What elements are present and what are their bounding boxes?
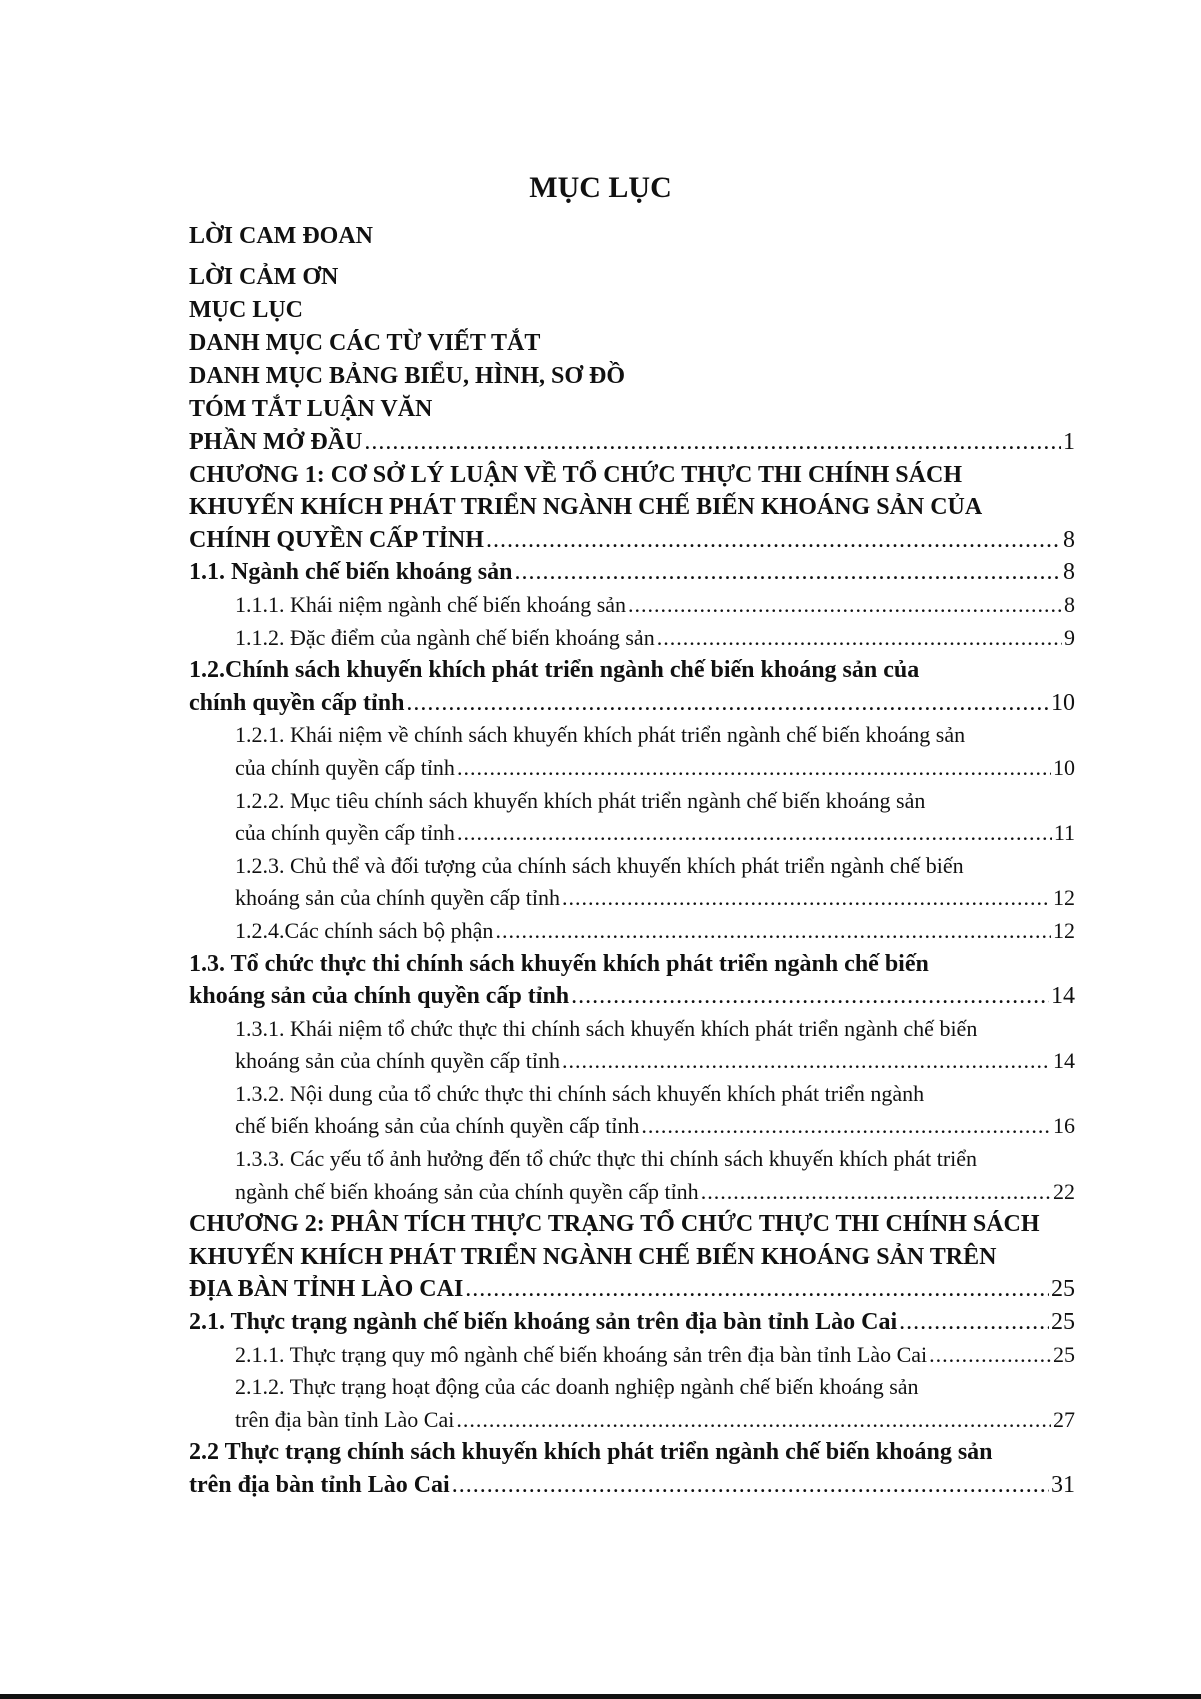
toc-entries	[189, 426, 1075, 1502]
toc-leader-dots	[457, 752, 1051, 785]
toc-leader-dots	[364, 426, 1061, 459]
toc-entry-line: 1.3.1. Khái niệm tổ chức thực thi chính sách khuyến khích phát triển ngành chế biến	[235, 1015, 978, 1041]
toc-entry-line: CHƯƠNG 1: CƠ SỞ LÝ LUẬN VỀ TỔ CHỨC THỰC THI CHÍNH SÁCH	[189, 461, 962, 488]
toc-entry-line: 1.2.3. Chủ thể và đối tượng của chính sách khuyến khích phát triển ngành chế biến	[235, 852, 964, 878]
toc-entry-line: 1.2.1. Khái niệm về chính sách khuyến khích phát triển ngành chế biến khoáng sản	[235, 722, 966, 748]
toc-leader-dots	[657, 622, 1062, 655]
toc-entry-last-line	[235, 1404, 1075, 1437]
toc-page-number: 8	[1063, 559, 1075, 586]
toc-leader-dots	[701, 1176, 1051, 1209]
toc-entry[interactable]	[189, 915, 1075, 948]
toc-entry-title: khoáng sản của chính quyền cấp tỉnh	[235, 885, 561, 911]
toc-leader-dots	[899, 1306, 1049, 1339]
table-of-contents	[189, 220, 1075, 1502]
toc-entry-title: khoáng sản của chính quyền cấp tỉnh	[235, 1048, 561, 1074]
toc-entry-title: ĐỊA BÀN TỈNH LÀO CAI	[189, 1276, 464, 1303]
toc-entry-last-line	[189, 980, 1075, 1013]
toc-entry-title: ngành chế biến khoáng sản của chính quyền cấp tỉnh	[235, 1178, 699, 1204]
toc-entry[interactable]	[189, 850, 1075, 915]
toc-leader-dots	[465, 1273, 1049, 1306]
toc-entry[interactable]	[189, 1078, 1075, 1143]
toc-entry[interactable]	[189, 622, 1075, 655]
toc-entry[interactable]	[189, 589, 1075, 622]
toc-entry-line: KHUYẾN KHÍCH PHÁT TRIỂN NGÀNH CHẾ BIẾN KHOÁNG SẢN TRÊN	[189, 1243, 997, 1270]
toc-entry[interactable]	[189, 1371, 1075, 1436]
toc-entry-last-line	[235, 752, 1075, 785]
toc-entry-last-line	[189, 524, 1075, 557]
toc-entry[interactable]	[189, 1306, 1075, 1339]
toc-entry-title: CHÍNH QUYỀN CẤP TỈNH	[189, 526, 484, 553]
toc-entry[interactable]	[189, 1013, 1075, 1078]
toc-entry-last-line	[235, 1339, 1075, 1372]
toc-entry-last-line	[189, 687, 1075, 720]
bottom-rule	[0, 1694, 1201, 1699]
toc-entry[interactable]	[189, 426, 1075, 459]
toc-entry-last-line	[235, 1176, 1075, 1209]
toc-entry-title: 1.1.1. Khái niệm ngành chế biến khoáng sản	[235, 591, 627, 617]
toc-entry[interactable]	[189, 719, 1075, 784]
toc-entry-title: của chính quyền cấp tỉnh	[235, 820, 455, 846]
toc-entry-last-line	[235, 589, 1075, 622]
toc-entry-title: 1.2.4.Các chính sách bộ phận	[235, 917, 494, 943]
toc-page-number: 1	[1063, 429, 1075, 455]
toc-page-number: 25	[1051, 1309, 1075, 1336]
toc-entry[interactable]	[189, 1143, 1075, 1208]
toc-page-number: 31	[1051, 1472, 1075, 1498]
toc-entry-line: 1.3. Tổ chức thực thi chính sách khuyến khích phát triển ngành chế biến	[189, 950, 929, 977]
toc-entry-last-line	[189, 1306, 1075, 1339]
toc-entry-line: 2.1.2. Thực trạng hoạt động của các doanh nghiệp ngành chế biến khoáng sản	[235, 1374, 919, 1400]
toc-entry-title: chính quyền cấp tỉnh	[189, 689, 405, 716]
toc-page-number: 10	[1053, 754, 1075, 780]
toc-leader-dots	[495, 915, 1051, 948]
toc-entry[interactable]	[189, 459, 1075, 557]
toc-entry[interactable]	[189, 556, 1075, 589]
toc-entry-last-line	[235, 882, 1075, 915]
toc-entry-last-line	[189, 556, 1075, 589]
toc-entry-line: 2.2 Thực trạng chính sách khuyến khích phát triển ngành chế biến khoáng sản	[189, 1439, 993, 1466]
toc-page-number: 8	[1063, 526, 1075, 553]
toc-entry[interactable]	[189, 948, 1075, 1013]
toc-page-number: 22	[1053, 1178, 1075, 1204]
toc-page-number: 8	[1064, 591, 1075, 617]
toc-page-number: 14	[1053, 1048, 1075, 1074]
toc-entry-last-line	[235, 622, 1075, 655]
toc-entry-last-line	[189, 1273, 1075, 1306]
toc-entry-last-line	[235, 817, 1075, 850]
toc-page-number: 11	[1053, 820, 1075, 846]
toc-front-item: LỜI CAM ĐOAN	[189, 223, 373, 249]
toc-leader-dots	[456, 1404, 1051, 1437]
toc-entry-line: 1.3.3. Các yếu tố ảnh hưởng đến tổ chức thực thi chính sách khuyến khích phát triển	[235, 1146, 978, 1172]
toc-leader-dots	[514, 556, 1061, 589]
toc-entry-last-line	[189, 1469, 1075, 1502]
toc-leader-dots	[457, 817, 1052, 850]
toc-entry-last-line	[189, 426, 1075, 459]
toc-entry-line: 1.3.2. Nội dung của tổ chức thực thi chính sách khuyến khích phát triển ngành	[235, 1080, 925, 1106]
toc-entry-title: trên địa bàn tỉnh Lào Cai	[189, 1472, 450, 1498]
toc-leader-dots	[452, 1469, 1049, 1502]
toc-page-number: 12	[1053, 885, 1075, 911]
toc-entry-title: trên địa bàn tỉnh Lào Cai	[235, 1406, 455, 1432]
toc-leader-dots	[929, 1339, 1051, 1372]
toc-entry-title: chế biến khoáng sản của chính quyền cấp tỉnh	[235, 1113, 640, 1139]
toc-entry-last-line	[235, 1045, 1075, 1078]
toc-page-number: 16	[1053, 1113, 1075, 1139]
toc-page-number: 14	[1051, 983, 1075, 1010]
toc-entry[interactable]	[189, 1339, 1075, 1372]
toc-leader-dots	[641, 1110, 1051, 1143]
toc-front-item: DANH MỤC BẢNG BIỂU, HÌNH, SƠ ĐỒ	[189, 363, 626, 389]
toc-page-number: 9	[1064, 624, 1075, 650]
toc-front-item: LỜI CẢM ƠN	[189, 264, 339, 290]
toc-entry-title: 2.1. Thực trạng ngành chế biến khoáng sản trên địa bàn tỉnh Lào Cai	[189, 1309, 898, 1336]
toc-leader-dots	[562, 1045, 1051, 1078]
toc-entry-title: 2.1.1. Thực trạng quy mô ngành chế biến khoáng sản trên địa bàn tỉnh Lào Cai	[235, 1341, 928, 1367]
toc-entry-line: KHUYẾN KHÍCH PHÁT TRIỂN NGÀNH CHẾ BIẾN KHOÁNG SẢN CỦA	[189, 494, 983, 521]
toc-entry-title: khoáng sản của chính quyền cấp tỉnh	[189, 983, 570, 1010]
toc-entry-line: CHƯƠNG 2: PHÂN TÍCH THỰC TRẠNG TỔ CHỨC THỰC THI CHÍNH SÁCH	[189, 1211, 1040, 1238]
toc-entry[interactable]	[189, 1208, 1075, 1306]
toc-leader-dots	[628, 589, 1062, 622]
toc-entry-last-line	[235, 1110, 1075, 1143]
toc-page-number: 12	[1053, 917, 1075, 943]
toc-front-item: TÓM TẮT LUẬN VĂN	[189, 396, 433, 422]
toc-leader-dots	[406, 687, 1049, 720]
toc-entry[interactable]	[189, 1436, 1075, 1501]
toc-entry-line: 1.2.Chính sách khuyến khích phát triển ngành chế biến khoáng sản của	[189, 657, 920, 684]
page-title: MỤC LỤC	[529, 171, 672, 204]
toc-page-number: 10	[1051, 689, 1075, 716]
toc-leader-dots	[571, 980, 1049, 1013]
toc-entry-title: 1.1. Ngành chế biến khoáng sản	[189, 559, 513, 586]
toc-leader-dots	[562, 882, 1051, 915]
toc-page-number: 25	[1051, 1276, 1075, 1303]
toc-front-item: DANH MỤC CÁC TỪ VIẾT TẮT	[189, 330, 541, 356]
toc-page-number: 27	[1053, 1406, 1075, 1432]
toc-entry-title: của chính quyền cấp tỉnh	[235, 754, 455, 780]
toc-entry-line: 1.2.2. Mục tiêu chính sách khuyến khích phát triển ngành chế biến khoáng sản	[235, 787, 926, 813]
toc-page-number: 25	[1053, 1341, 1075, 1367]
toc-entry-title: 1.1.2. Đặc điểm của ngành chế biến khoáng sản	[235, 624, 655, 650]
toc-leader-dots	[486, 524, 1061, 557]
toc-entry[interactable]	[189, 785, 1075, 850]
toc-entry-title: PHẦN MỞ ĐẦU	[189, 429, 363, 455]
toc-front-item: MỤC LỤC	[189, 297, 303, 323]
toc-entry[interactable]	[189, 654, 1075, 719]
toc-entry-last-line	[235, 915, 1075, 948]
